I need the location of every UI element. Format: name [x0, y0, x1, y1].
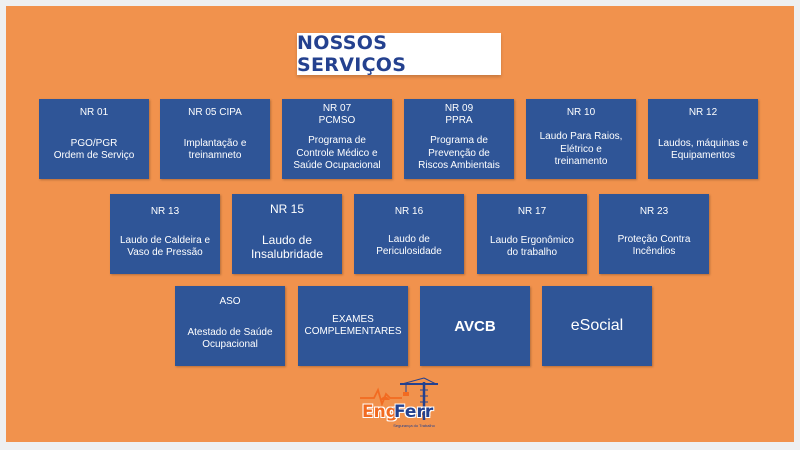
- logo-eng-text: Eng: [362, 402, 398, 422]
- service-desc-line: Prevenção de: [428, 147, 490, 159]
- service-desc-line: Ocupacional: [202, 339, 258, 350]
- service-code: NR 13: [150, 206, 180, 217]
- service-card-nr01[interactable]: [39, 99, 149, 179]
- service-label: AVCB: [454, 317, 496, 335]
- service-desc-line: Elétrico e: [560, 143, 602, 155]
- service-desc-line: Periculosidade: [376, 246, 442, 257]
- service-desc-line: Programa de: [308, 135, 366, 147]
- service-code: NR 15: [269, 202, 304, 216]
- service-code-line: PCMSO: [318, 115, 356, 126]
- service-desc: [407, 131, 511, 177]
- service-desc: [357, 220, 461, 272]
- service-desc-line: Laudo de: [261, 233, 313, 247]
- service-desc-line: COMPLEMENTARES: [304, 326, 402, 337]
- service-desc-line: treinamento: [554, 156, 608, 168]
- service-card-nr10[interactable]: [526, 99, 636, 179]
- service-card-nr15[interactable]: [232, 194, 342, 274]
- service-card-nr23[interactable]: [599, 194, 709, 274]
- service-code: NR 10: [566, 107, 596, 118]
- service-desc-line: Implantação e: [183, 137, 247, 149]
- service-desc-line: Vaso de Pressão: [127, 247, 203, 258]
- service-desc-line: PGO/PGR: [70, 137, 118, 149]
- service-desc-line: Ordem de Serviço: [53, 150, 135, 161]
- logo-ferr-text: Ferr: [394, 402, 434, 422]
- service-desc-line: Laudo Para Raios,: [539, 131, 623, 143]
- service-desc-line: Laudo de: [388, 233, 430, 245]
- service-desc: [301, 286, 405, 366]
- service-desc-line: Equipamentos: [671, 150, 735, 161]
- service-desc-line: Controle Médico e: [296, 147, 378, 159]
- engferr-logo: [356, 376, 444, 436]
- service-card-exames[interactable]: [298, 286, 408, 366]
- service-code: NR 12: [688, 107, 718, 118]
- service-desc-line: Incêndios: [632, 246, 676, 257]
- service-card-nr07[interactable]: [282, 99, 392, 179]
- service-code-line: PPRA: [445, 115, 473, 126]
- service-card-nr13[interactable]: [110, 194, 220, 274]
- page-title: NOSSOS SERVIÇOS: [297, 32, 407, 76]
- title-box: [297, 33, 501, 75]
- service-card-aso[interactable]: [175, 286, 285, 366]
- service-desc-line: Riscos Ambientais: [418, 160, 500, 172]
- service-desc-line: EXAMES: [332, 313, 374, 325]
- service-code: [282, 103, 392, 127]
- service-card-nr05[interactable]: [160, 99, 270, 179]
- service-card-avcb[interactable]: [420, 286, 530, 366]
- service-desc: [602, 220, 706, 272]
- service-desc-line: do trabalho: [506, 247, 558, 258]
- service-desc-line: Insalubridade: [250, 247, 324, 261]
- service-desc: [113, 222, 217, 272]
- service-desc: [42, 123, 146, 177]
- service-card-nr12[interactable]: [648, 99, 758, 179]
- service-card-nr16[interactable]: [354, 194, 464, 274]
- service-desc: [163, 123, 267, 177]
- service-desc: [480, 222, 584, 272]
- service-desc: [651, 123, 755, 177]
- service-desc-line: Laudos, máquinas e: [657, 137, 749, 149]
- service-desc-line: Laudo Ergonômico: [490, 234, 574, 246]
- service-code: [404, 103, 514, 127]
- service-desc: [285, 131, 389, 177]
- service-desc-line: Saúde Ocupacional: [293, 160, 381, 172]
- service-label: eSocial: [570, 317, 624, 334]
- service-desc-line: Proteção Contra: [617, 233, 691, 245]
- service-desc: [529, 123, 633, 177]
- service-code: NR 16: [394, 206, 424, 217]
- service-desc-line: Laudo de Caldeira e: [119, 234, 211, 246]
- service-code: NR 23: [639, 206, 669, 217]
- service-card-nr09[interactable]: [404, 99, 514, 179]
- service-code-line: NR 09: [444, 103, 474, 114]
- service-desc: [235, 222, 339, 272]
- logo-tagline: Segurança do Trabalho: [393, 423, 435, 428]
- service-code: ASO: [219, 296, 241, 307]
- service-code: NR 05 CIPA: [188, 107, 242, 118]
- service-code-line: NR 07: [322, 103, 352, 114]
- service-card-nr17[interactable]: [477, 194, 587, 274]
- service-desc: [178, 314, 282, 364]
- service-code: NR 17: [517, 206, 547, 217]
- service-desc-line: Atestado de Saúde: [187, 326, 273, 338]
- service-desc-line: Programa de: [430, 135, 488, 147]
- service-code: NR 01: [79, 107, 109, 118]
- service-desc-line: treinamneto: [188, 150, 242, 161]
- service-card-esocial[interactable]: [542, 286, 652, 366]
